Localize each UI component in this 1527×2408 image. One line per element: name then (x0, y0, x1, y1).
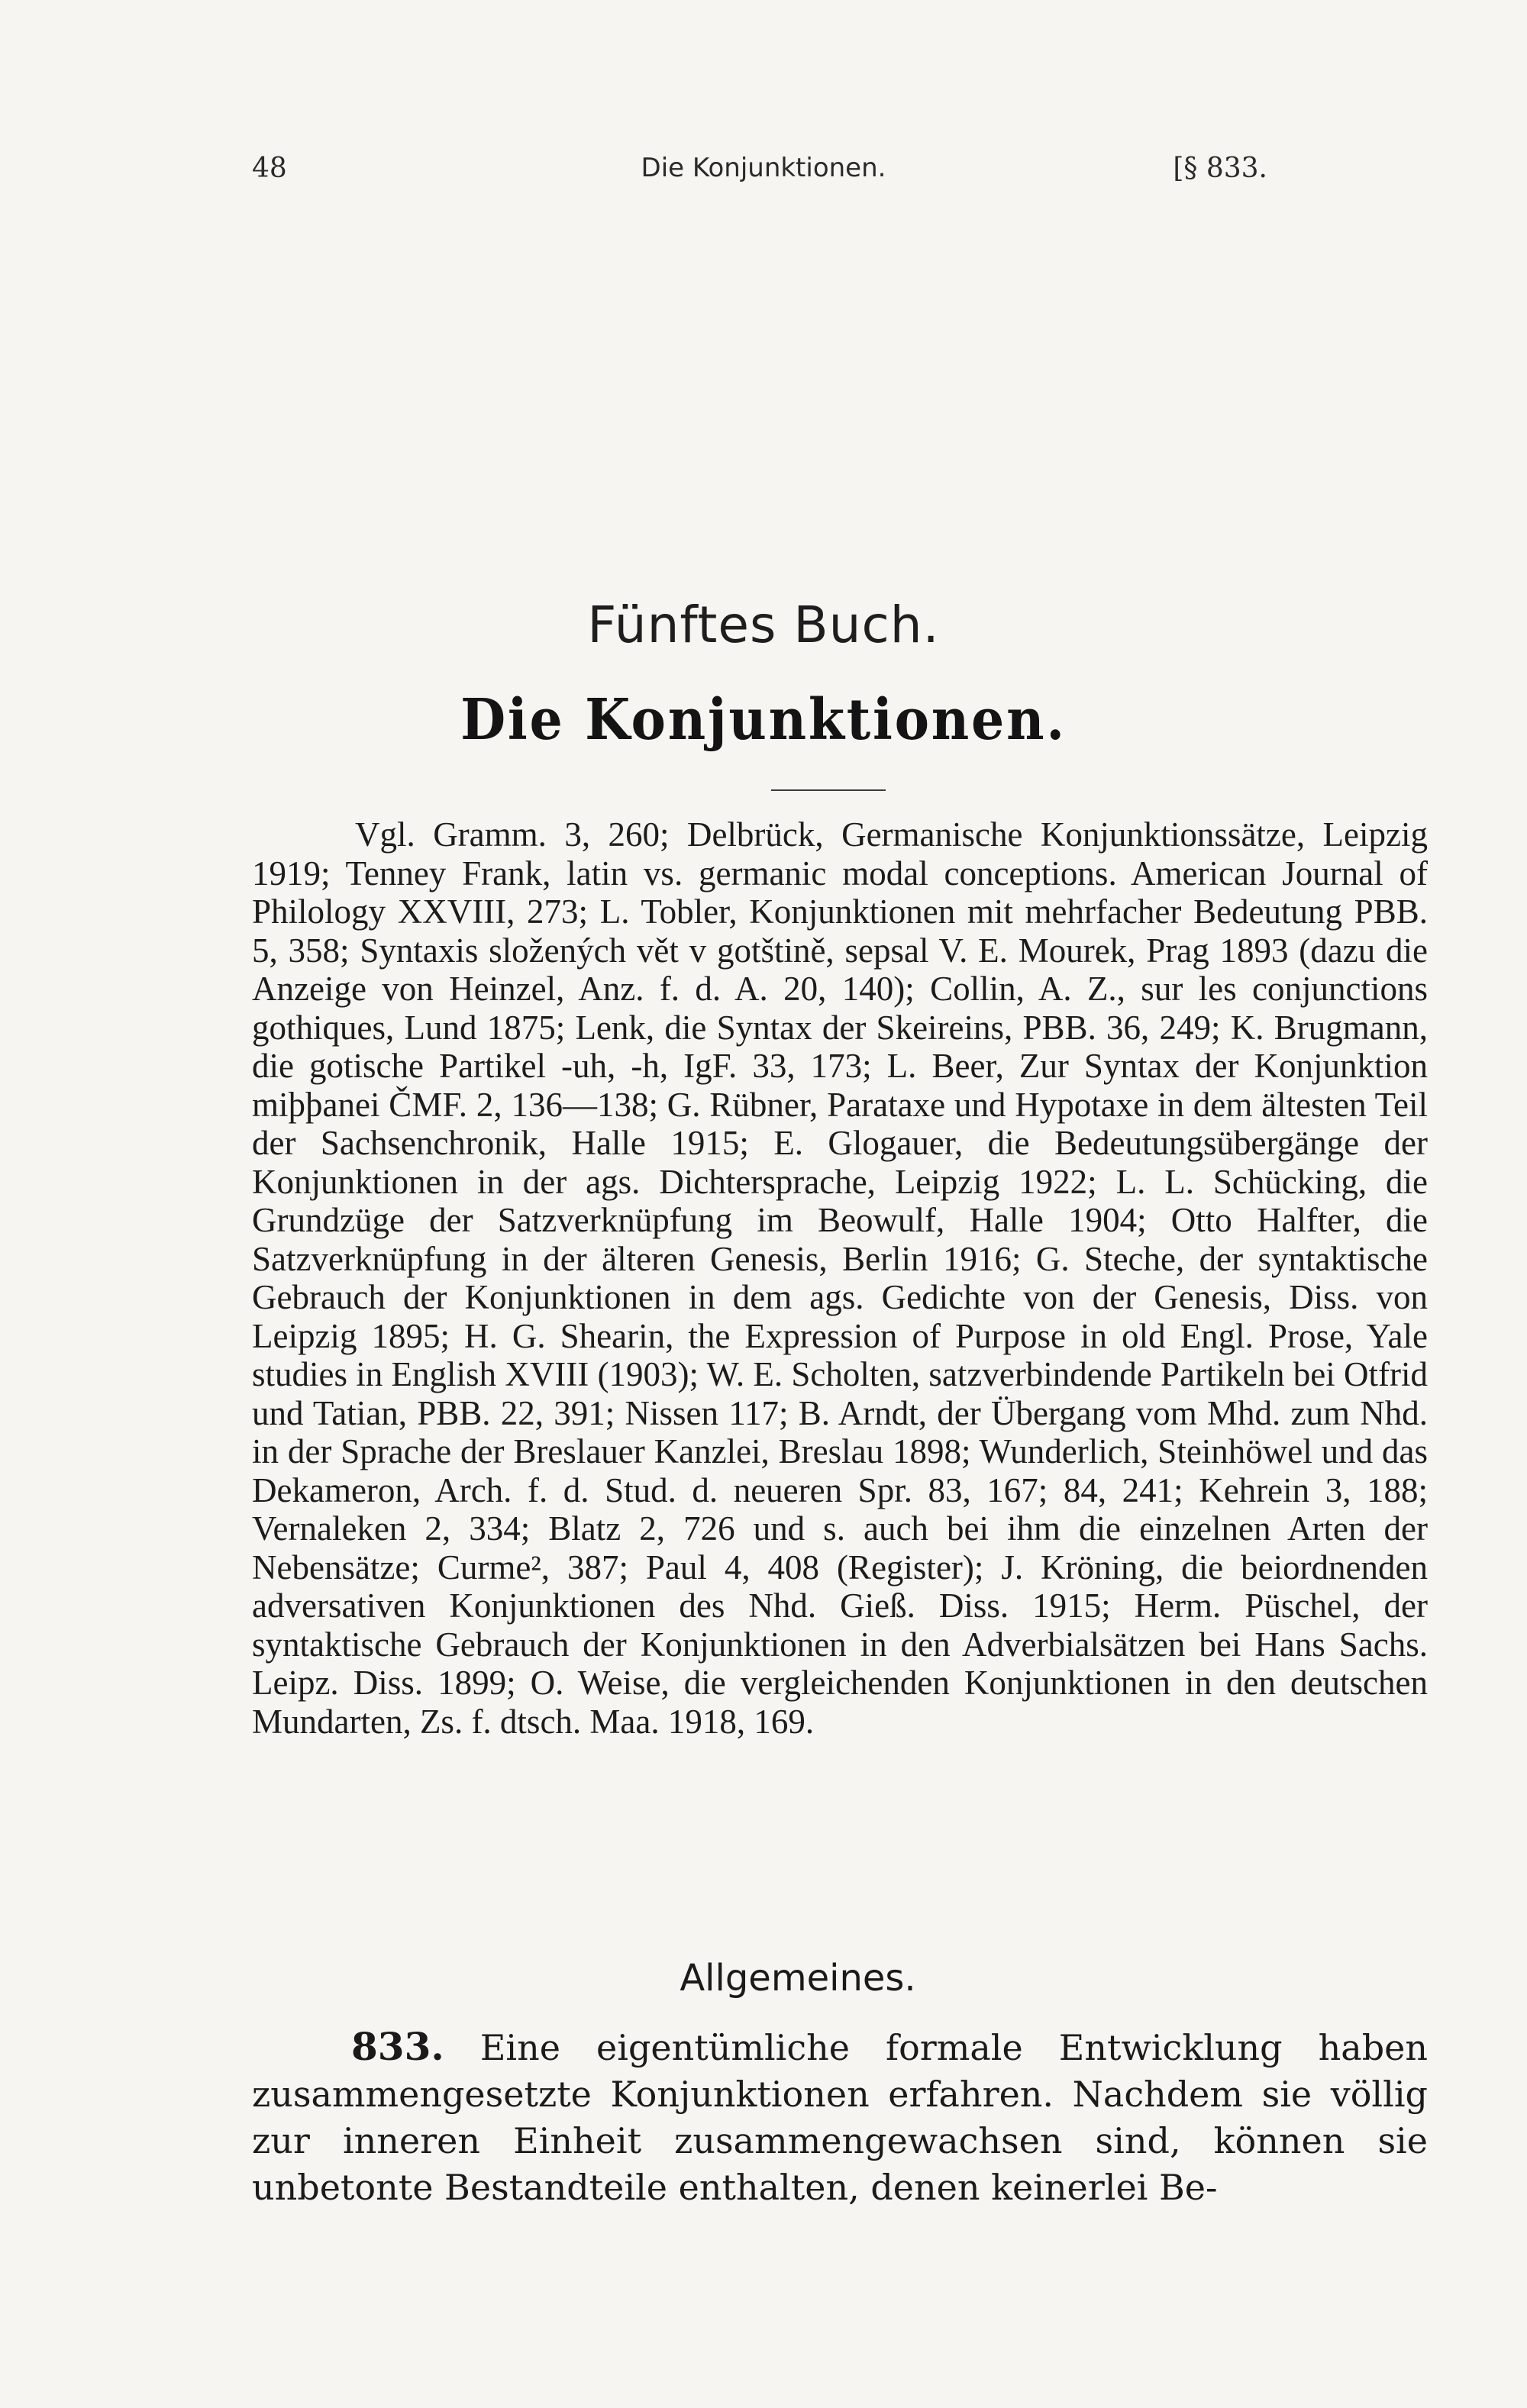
title-divider (771, 789, 886, 791)
running-header (252, 153, 1275, 199)
section-reference: [§ 833. (1173, 153, 1267, 184)
page-number: 48 (252, 153, 287, 184)
running-title: Die Konjunktionen. (641, 153, 886, 183)
book-title-heading: Die Konjunktionen. (460, 687, 1067, 753)
bibliography-paragraph: Vgl. Gramm. 3, 260; Delbrück, Germanische Konjunktionssätze, Leipzig 1919; Tenney Frank, latin vs. germanic modal conceptions. American Journal of Philology XXVIII, 273; L. Tobler, Konjunktionen mit mehrfacher Bedeutung PBB. 5, 358; Syntaxis složených vět v gotštině, sepsal V. E. Mourek, Prag 1893 (dazu die Anzeige von Heinzel, Anz. f. d. A. 20, 140); Collin, A. Z., sur les conjunctions gothiques, Lund 1875; Lenk, die Syntax der Skeireins, PBB. 36, 249; K. Brugmann, die gotische Partikel -uh, -h, IgF. 33, 173; L. Beer, Zur Syntax der Konjunktion miþþanei ČMF. 2, 136—138; G. Rübner, Parataxe und Hypotaxe in dem ältesten Teil der Sachsenchronik, Halle 1915; E. Glogauer, die Bedeutungsübergänge der Konjunktionen in der ags. Dichtersprache, Leipzig 1922; L. L. Schücking, die Grundzüge der Satzverknüpfung im Beowulf, Halle 1904; Otto Halfter, die Satzverknüpfung in der älteren Genesis, Berlin 1916; G. Steche, der syntaktische Gebrauch der Konjunktionen in dem ags. Gedichte von der Genesis, Diss. von Leipzig 1895; H. G. Shearin, the Expression of Purpose in old Engl. Prose, Yale studies in English XVIII (1903); W. E. Scholten, satzverbindende Partikeln bei Otfrid und Tatian, PBB. 22, 391; Nissen 117; B. Arndt, der Übergang vom Mhd. zum Nhd. in der Sprache der Breslauer Kanzlei, Breslau 1898; Wunderlich, Steinhöwel und das Dekameron, Arch. f. d. Stud. d. neueren Spr. 83, 167; 84, 241; Kehrein 3, 188; Vernaleken 2, 334; Blatz 2, 726 und s. auch bei ihm die einzelnen Arten der Nebensätze; Curme², 387; Paul 4, 408 (Register); J. Kröning, die beiordnenden adversativen Konjunktionen des Nhd. Gieß. Diss. 1915; Herm. Püschel, der syntaktische Gebrauch der Konjunktionen in den Adverbialsätzen bei Hans Sachs. Leipz. Diss. 1899; O. Weise, die vergleichenden Konjunktionen in den deutschen Mundarten, Zs. f. dtsch. Maa. 1918, 169. (252, 815, 1428, 1741)
paragraph-text: Eine eigentümliche formale Entwicklung haben zusammengesetzte Konjunktionen erfahren. Nachdem sie völlig zur inneren Einheit zusammengewachsen sind, können sie unbetonte Bestandteile enthalten, denen keinerlei Be- (252, 2027, 1428, 2208)
paragraph-number: 833. (351, 2024, 444, 2069)
section-heading: Allgemeines. (680, 1957, 916, 2000)
book-number-heading: Fünftes Buch. (587, 596, 940, 654)
body-paragraph (252, 2023, 1428, 2211)
